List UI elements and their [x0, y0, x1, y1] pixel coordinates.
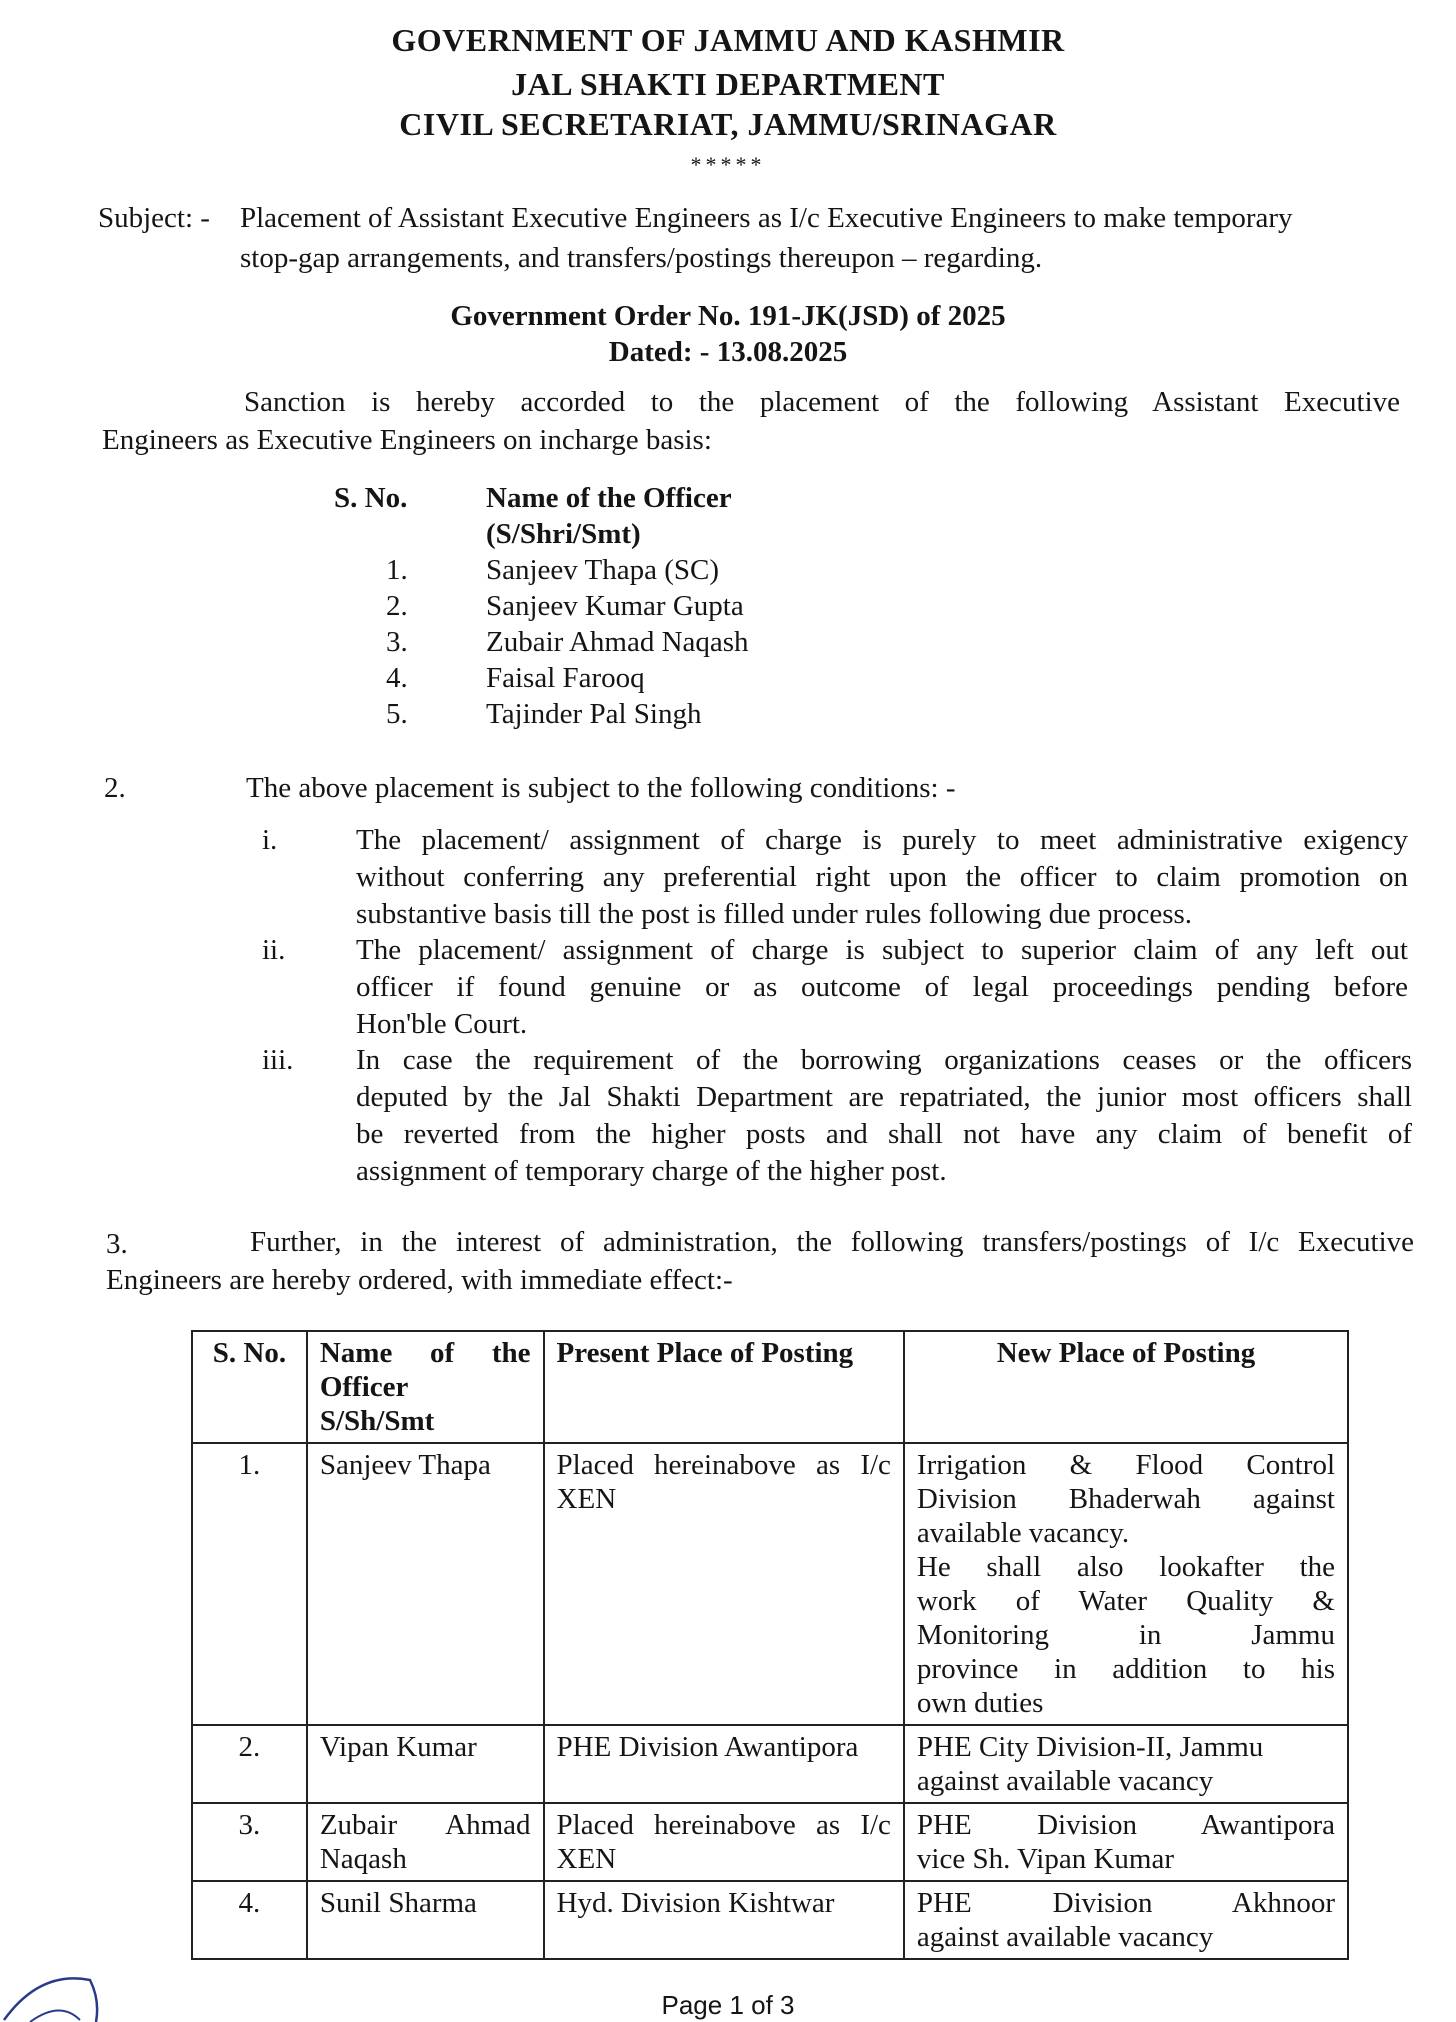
condition-text	[356, 1042, 1412, 1190]
header-officer-name	[307, 1331, 544, 1443]
condition-line: be reverted from the higher posts and shall not have any claim of benefit of	[356, 1118, 1412, 1150]
para1-line-2: Engineers as Executive Engineers on incharge basis:	[102, 424, 712, 456]
condition-line: without conferring any preferential right upon the officer to claim promotion on	[356, 861, 1408, 893]
table-header-row	[192, 1331, 1348, 1443]
row-sno: 1.	[192, 1443, 307, 1725]
officer-number: 4.	[386, 662, 408, 694]
table-row	[192, 1803, 1348, 1881]
row-new-posting	[904, 1443, 1348, 1725]
officer-name: Zubair Ahmad Naqash	[486, 626, 749, 658]
row-present-posting	[544, 1803, 904, 1881]
cell-line: XEN	[556, 1843, 617, 1875]
postings-table	[191, 1330, 1349, 1960]
officer-number: 2.	[386, 590, 408, 622]
row-officer-name	[307, 1881, 544, 1959]
cell-line: Sunil Sharma	[319, 1887, 477, 1919]
condition-number: i.	[262, 824, 278, 856]
table-row	[192, 1443, 1348, 1725]
subject-line-1: Placement of Assistant Executive Engineers as I/c Executive Engineers to make temporary	[240, 202, 1293, 234]
cell-line: PHE Division Awantipora	[556, 1731, 859, 1763]
condition-line: deputed by the Jal Shakti Department are repatriated, the junior most officers shall	[356, 1081, 1412, 1113]
cell-line: province in addition to his	[916, 1653, 1335, 1685]
cell-line: against available vacancy	[916, 1765, 1214, 1797]
subject-line-2: stop-gap arrangements, and transfers/postings thereupon – regarding.	[240, 242, 1043, 274]
cell-line: Hyd. Division Kishtwar	[556, 1887, 835, 1919]
cell-line: Vipan Kumar	[319, 1731, 477, 1763]
condition-line: In case the requirement of the borrowing organizations ceases or the officers	[356, 1044, 1412, 1076]
cell-line: Placed hereinabove as I/c	[556, 1449, 891, 1481]
cell-line: Placed hereinabove as I/c	[556, 1809, 891, 1841]
condition-line: officer if found genuine or as outcome of legal proceedings pending before	[356, 971, 1408, 1003]
condition-line: assignment of temporary charge of the higher post.	[356, 1155, 947, 1187]
condition-line: The placement/ assignment of charge is subject to superior claim of any left out	[356, 934, 1408, 966]
cell-line: Monitoring in Jammu	[916, 1619, 1335, 1651]
secretariat-heading: CIVIL SECRETARIAT, JAMMU/SRINAGAR	[399, 106, 1057, 142]
row-officer-name	[307, 1725, 544, 1803]
cell-line: available vacancy.	[916, 1517, 1130, 1549]
para3-line-2: Engineers are hereby ordered, with immediate effect:-	[106, 1264, 733, 1296]
header-name-line: Officer	[319, 1371, 409, 1403]
officers-name-header: Name of the Officer	[486, 482, 732, 514]
para2-number: 2.	[104, 772, 126, 804]
condition-text	[356, 822, 1408, 933]
para1-line-1: Sanction is hereby accorded to the placement of the following Assistant Executive	[244, 386, 1400, 418]
cell-line: work of Water Quality &	[916, 1585, 1335, 1617]
officer-name: Faisal Farooq	[486, 662, 645, 694]
row-officer-name	[307, 1803, 544, 1881]
government-heading: GOVERNMENT OF JAMMU AND KASHMIR	[391, 22, 1065, 58]
row-present-posting	[544, 1881, 904, 1959]
row-officer-name	[307, 1443, 544, 1725]
officer-name: Sanjeev Thapa (SC)	[486, 554, 720, 586]
officers-sno-header: S. No.	[334, 482, 408, 514]
cell-line: XEN	[556, 1483, 617, 1515]
cell-line: Division Bhaderwah against	[916, 1483, 1335, 1515]
row-sno: 3.	[192, 1803, 307, 1881]
order-number: Government Order No. 191-JK(JSD) of 2025	[450, 300, 1006, 332]
cell-line: Irrigation & Flood Control	[916, 1449, 1335, 1481]
officer-name: Sanjeev Kumar Gupta	[486, 590, 744, 622]
table-row	[192, 1725, 1348, 1803]
para3-line-1: Further, in the interest of administration, the following transfers/postings of I/c Executive	[250, 1226, 1414, 1258]
row-present-posting	[544, 1725, 904, 1803]
officer-number: 3.	[386, 626, 408, 658]
para2-text: The above placement is subject to the following conditions: -	[246, 772, 956, 804]
row-sno: 2.	[192, 1725, 307, 1803]
page-number: Page 1 of 3	[661, 1990, 795, 2020]
header-new-posting: New Place of Posting	[904, 1331, 1348, 1443]
cell-line: PHE City Division-II, Jammu	[916, 1731, 1264, 1763]
condition-text	[356, 932, 1408, 1043]
condition-line: Hon'ble Court.	[356, 1008, 528, 1040]
cell-line: PHE Division Awantipora	[916, 1809, 1335, 1841]
para3-number: 3.	[106, 1228, 128, 1260]
condition-line: The placement/ assignment of charge is purely to meet administrative exigency	[356, 824, 1408, 856]
condition-line: substantive basis till the post is filled under rules following due process.	[356, 898, 1193, 930]
row-present-posting	[544, 1443, 904, 1725]
row-new-posting	[904, 1725, 1348, 1803]
cell-line: against available vacancy	[916, 1921, 1214, 1953]
header-name-line: Name of the	[319, 1337, 531, 1369]
officer-number: 5.	[386, 698, 408, 730]
cell-line: Naqash	[319, 1843, 407, 1875]
order-date: Dated: - 13.08.2025	[608, 336, 848, 368]
table-row	[192, 1881, 1348, 1959]
cell-line: Zubair Ahmad	[319, 1809, 531, 1841]
department-heading: JAL SHAKTI DEPARTMENT	[511, 66, 945, 102]
cell-line: Sanjeev Thapa	[319, 1449, 491, 1481]
officer-number: 1.	[386, 554, 408, 586]
cell-line: He shall also lookafter the	[916, 1551, 1335, 1583]
cell-line: PHE Division Akhnoor	[916, 1887, 1335, 1919]
header-stars: *****	[690, 152, 766, 177]
row-sno: 4.	[192, 1881, 307, 1959]
officers-name-subheader: (S/Shri/Smt)	[486, 518, 641, 550]
cell-line: vice Sh. Vipan Kumar	[916, 1843, 1174, 1875]
row-new-posting	[904, 1803, 1348, 1881]
header-present-posting: Present Place of Posting	[544, 1331, 904, 1443]
row-new-posting	[904, 1881, 1348, 1959]
condition-number: iii.	[262, 1044, 294, 1076]
condition-number: ii.	[262, 934, 286, 966]
cell-line: own duties	[916, 1687, 1044, 1719]
header-sno: S. No.	[192, 1331, 307, 1443]
header-name-line: S/Sh/Smt	[319, 1405, 435, 1437]
subject-label: Subject: -	[98, 202, 210, 234]
officer-name: Tajinder Pal Singh	[486, 698, 702, 730]
